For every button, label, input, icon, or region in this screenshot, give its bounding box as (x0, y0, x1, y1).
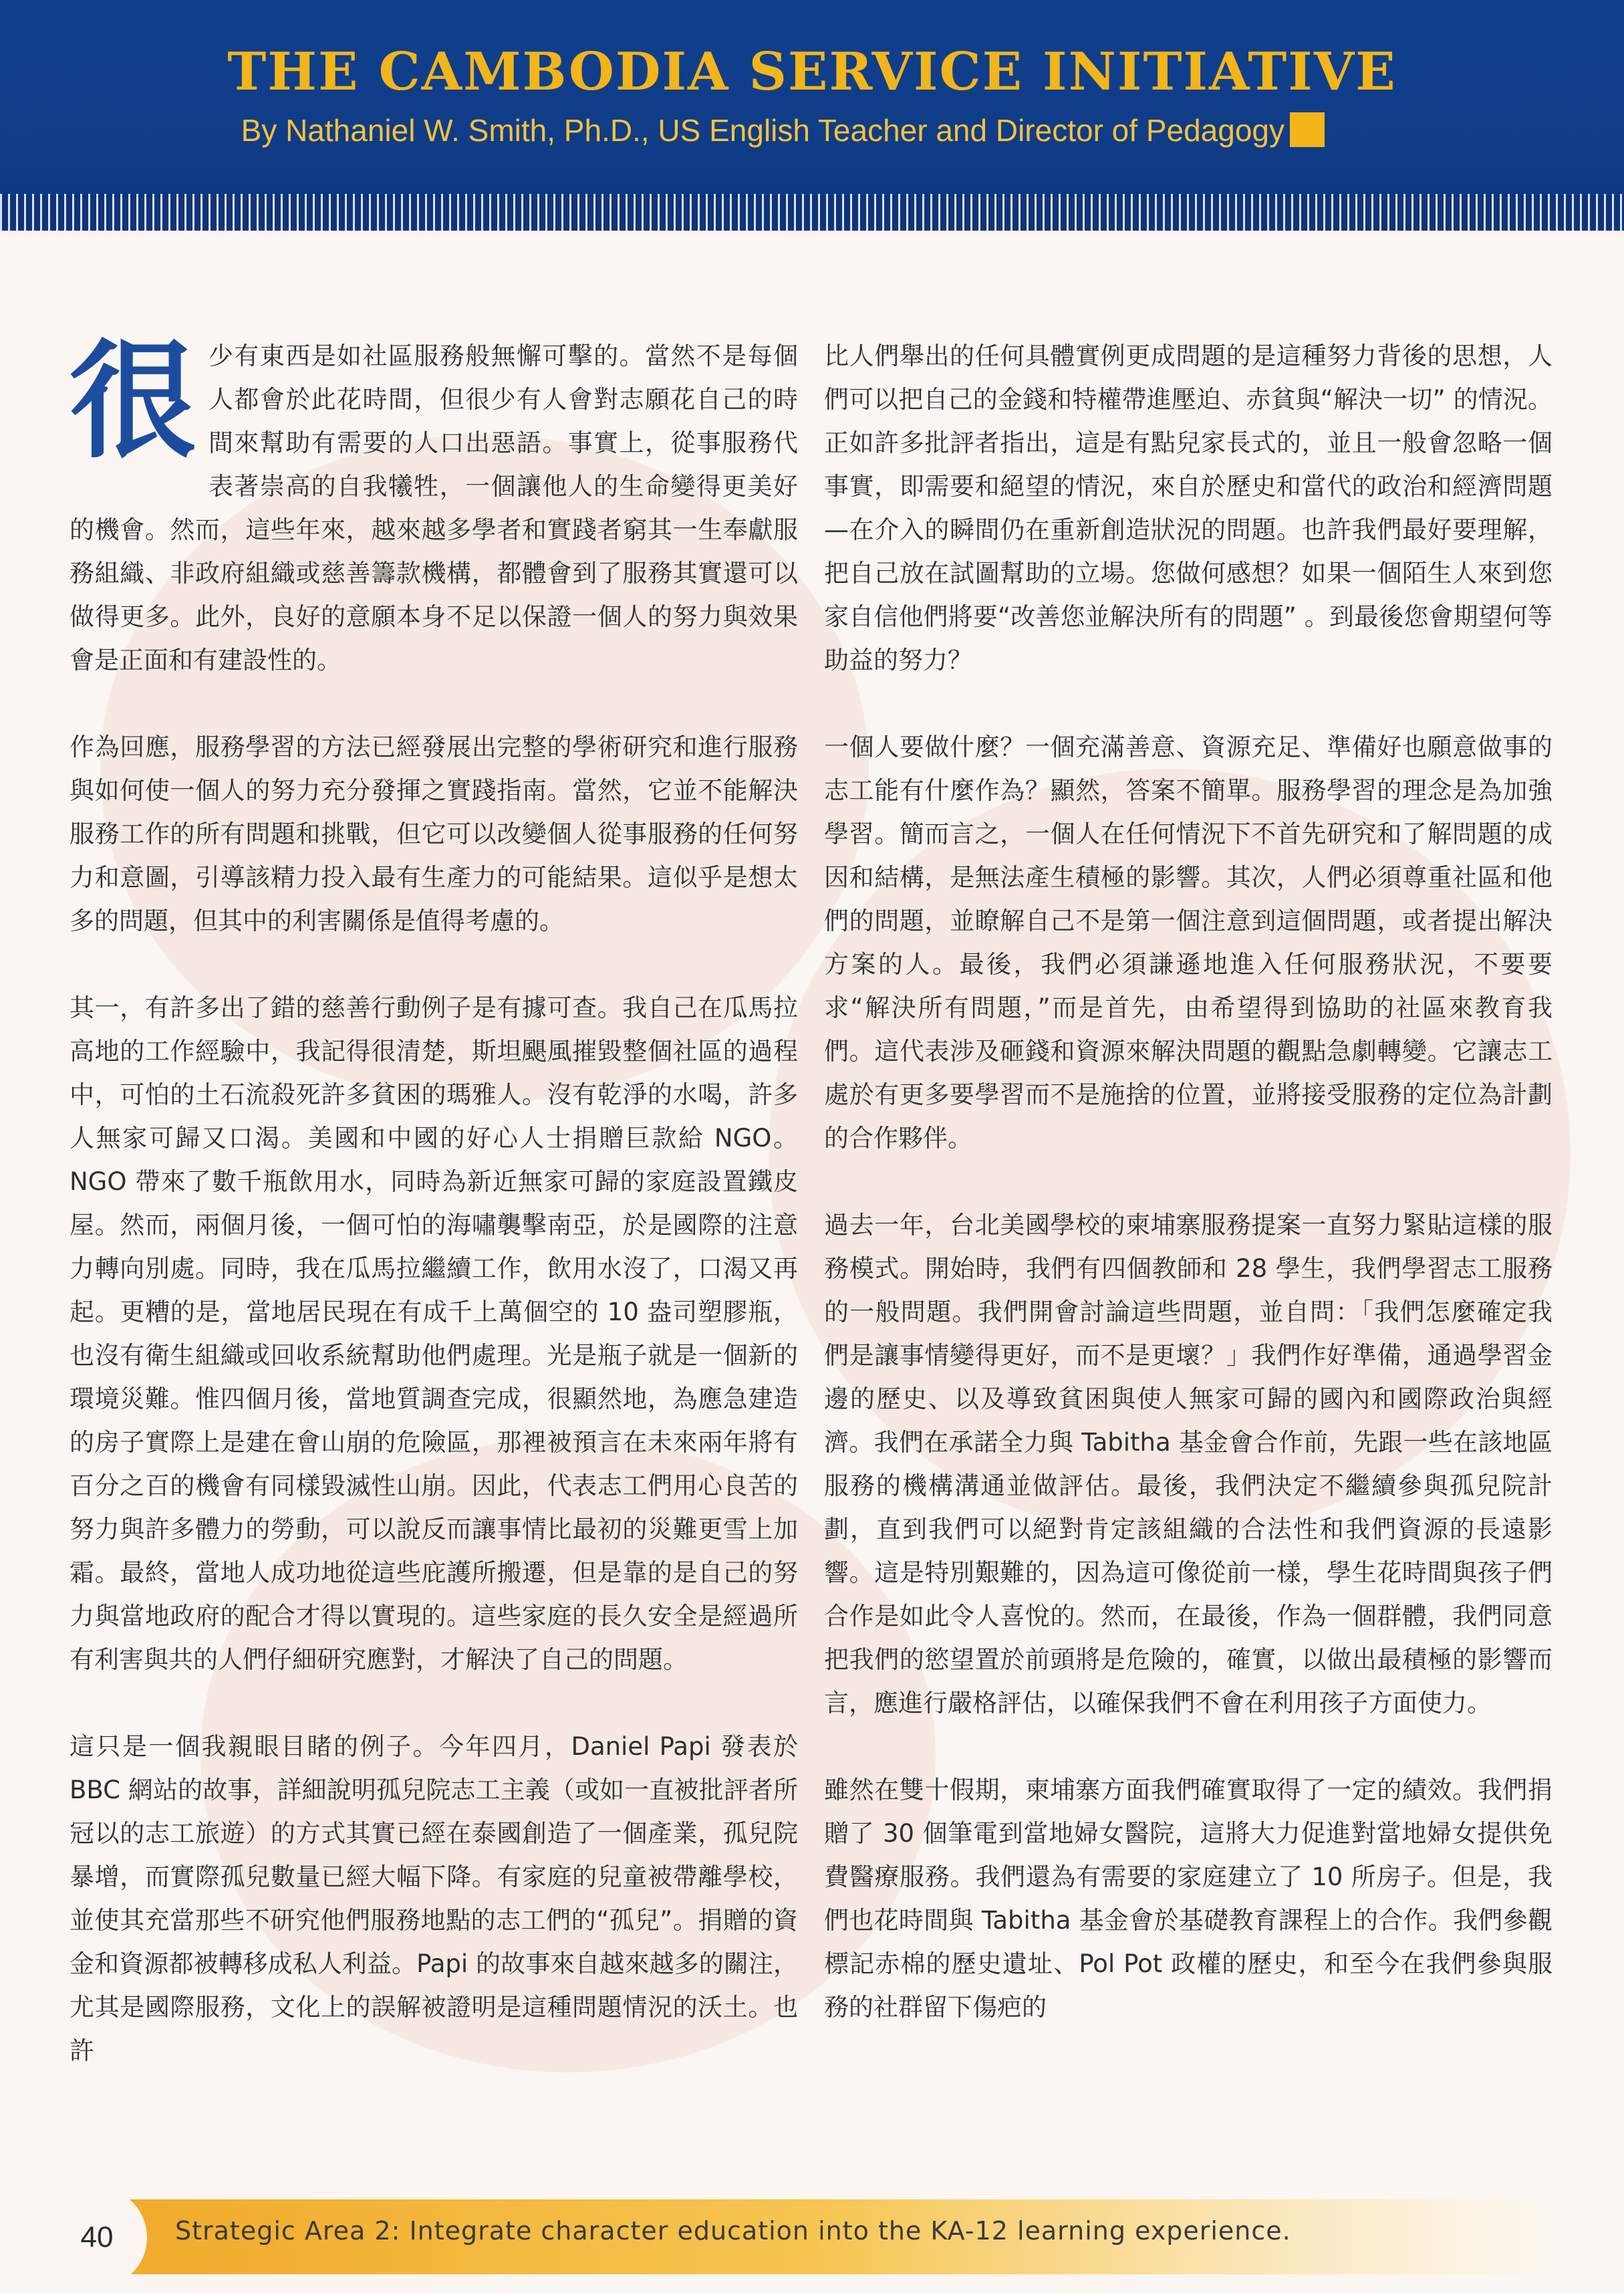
byline-square-icon (1290, 112, 1325, 147)
drop-cap: 很 (70, 328, 197, 475)
article-paragraph: 這只是一個我親眼目睹的例子。今年四月，Daniel Papi 發表於 BBC 網站的故事，詳細說明孤兒院志工主義（或如一直被批評者所冠以的志工旅遊）的方式其實已經在泰國創造了一個產業，孤兒院暴增，而實際孤兒數量已經大幅下降。有家庭的兒童被帶離學校，並使其充當那些不研究他們服務地點的志工們的“孤兒”。捐贈的資金和資源都被轉移成私人利益。Papi 的故事來自越來越多的關注，尤其是國際服務，文化上的誤解被證明是這種問題情況的沃土。也許 (70, 1732, 798, 2065)
article-paragraph: 一個人要做什麼？一個充滿善意、資源充足、準備好也願意做事的志工能有什麼作為？顯然，答案不簡單。服務學習的理念是為加強學習。簡而言之，一個人在任何情況下不首先研究和了解問題的成因和結構，是無法產生積極的影響。其次，人們必須尊重社區和他們的問題，並瞭解自己不是第一個注意到這個問題，或者提出解決方案的人。最後，我們必須謙遜地進入任何服務狀況，不要要求“解決所有問題，”而是首先，由希望得到協助的社區來教育我們。這代表涉及砸錢和資源來解決問題的觀點急劇轉變。它讓志工處於有更多要學習而不是施捨的位置，並將接受服務的定位為計劃的合作夥伴。 (824, 733, 1552, 1153)
footer-text: Strategic Area 2: Integrate character education into the KA-12 learning experience. (175, 2216, 1291, 2246)
article-paragraph: 其一，有許多出了錯的慈善行動例子是有據可查。我自己在瓜馬拉高地的工作經驗中，我記得很清楚，斯坦颶風摧毀整個社區的過程中，可怕的土石流殺死許多貧困的瑪雅人。沒有乾淨的水喝，許多人無家可歸又口渴。美國和中國的好心人士捐贈巨款給 NGO。NGO 帶來了數千瓶飲用水，同時為新近無家可歸的家庭設置鐵皮屋。然而，兩個月後，一個可怕的海嘯襲擊南亞，於是國際的注意力轉向別處。同時，我在瓜馬拉繼續工作，飲用水沒了，口渴又再起。更糟的是，當地居民現在有成千上萬個空的 10 盎司塑膠瓶，也沒有衛生組織或回收系統幫助他們處理。光是瓶子就是一個新的環境災難。惟四個月後，當地質調查完成，很顯然地，為應急建造的房子實際上是建在會山崩的危險區，那裡被預言在未來兩年將有百分之百的機會有同樣毀滅性山崩。因此，代表志工們用心良苦的努力與許多體力的勞動，可以說反而讓事情比最初的災難更雪上加霜。最終，當地人成功地從這些庇護所搬遷，但是靠的是自己的努力與當地政府的配合才得以實現的。這些家庭的長久安全是經過所有利害與共的人們仔細研究應對，才解決了自己的問題。 (70, 993, 798, 1674)
article-paragraph: 比人們舉出的任何具體實例更成問題的是這種努力背後的思想，人們可以把自己的金錢和特權帶進壓迫、赤貧與“解決一切” 的情況。正如許多批評者指出，這是有點兒家長式的，並且一般會忽略一個事實，即需要和絕望的情況，來自於歷史和當代的政治和經濟問題—在介入的瞬間仍在重新創造狀況的問題。也許我們最好要理解，把自己放在試圖幫助的立場。您做何感想？如果一個陌生人來到您家自信他們將要“改善您並解決所有的問題” 。到最後您會期望何等助益的努力？ (824, 342, 1552, 675)
article-byline: By Nathaniel W. Smith, Ph.D., US English Teacher and Director of Pedagogy (241, 113, 1284, 148)
article-paragraph (70, 328, 798, 682)
article-title: THE CAMBODIA SERVICE INITIATIVE (227, 41, 1397, 102)
article-paragraph: 雖然在雙十假期，柬埔寨方面我們確實取得了一定的績效。我們捐贈了 30 個筆電到當地婦女醫院，這將大力促進對當地婦女提供免費醫療服務。我們還為有需要的家庭建立了 10 所房子。但是，我們也花時間與 Tabitha 基金會於基礎教育課程上的合作。我們參觀標記赤棉的歷史遺址、Pol Pot 政權的歷史，和至今在我們參與服務的社群留下傷疤的 (824, 1776, 1552, 2022)
header-band (0, 0, 1624, 231)
right-column (824, 334, 1552, 2072)
barcode-stripe (0, 194, 1624, 231)
paragraph-text: 少有東西是如社區服務般無懈可擊的。當然不是每個人都會於此花時間，但很少有人會對志願花自己的時間來幫助有需要的人口出惡語。事實上，從事服務代表著崇高的自我犧牲，一個讓他人的生命變得更美好的機會。然而，這些年來，越來越多學者和實踐者窮其一生奉獻服務組織、非政府組織或慈善籌款機構，都體會到了服務其實還可以做得更多。此外，良好的意願本身不足以保證一個人的努力與效果會是正面和有建設性的。 (70, 342, 798, 675)
left-column (70, 328, 798, 2116)
article-paragraph: 作為回應，服務學習的方法已經發展出完整的學術研究和進行服務與如何使一個人的努力充分發揮之實踐指南。當然，它並不能解決服務工作的所有問題和挑戰，但它可以改變個人從事服務的任何努力和意圖，引導該精力投入最有生產力的可能結果。這似乎是想太多的問題，但其中的利害關係是值得考慮的。 (70, 733, 798, 935)
article-paragraph: 過去一年，台北美國學校的柬埔寨服務提案一直努力緊貼這樣的服務模式。開始時，我們有四個教師和 28 學生，我們學習志工服務的一般問題。我們開會討論這些問題，並自問：「我們怎麼確定我們是讓事情變得更好，而不是更壞？」我們作好準備，通過學習金邊的歷史、以及導致貧困與使人無家可歸的國內和國際政治與經濟。我們在承諾全力與 Tabitha 基金會合作前，先跟一些在該地區服務的機構溝通並做評估。最後，我們決定不繼續參與孤兒院計劃，直到我們可以絕對肯定該組織的合法性和我們資源的長遠影響。這是特別艱難的，因為這可像從前一樣，學生花時間與孩子們合作是如此令人喜悅的。然而，在最後，作為一個群體，我們同意把我們的慾望置於前頭將是危險的，確實，以做出最積極的影響而言，應進行嚴格評估，以確保我們不會在利用孩子方面使力。 (824, 1211, 1552, 1717)
page-number: 40 (80, 2221, 114, 2254)
